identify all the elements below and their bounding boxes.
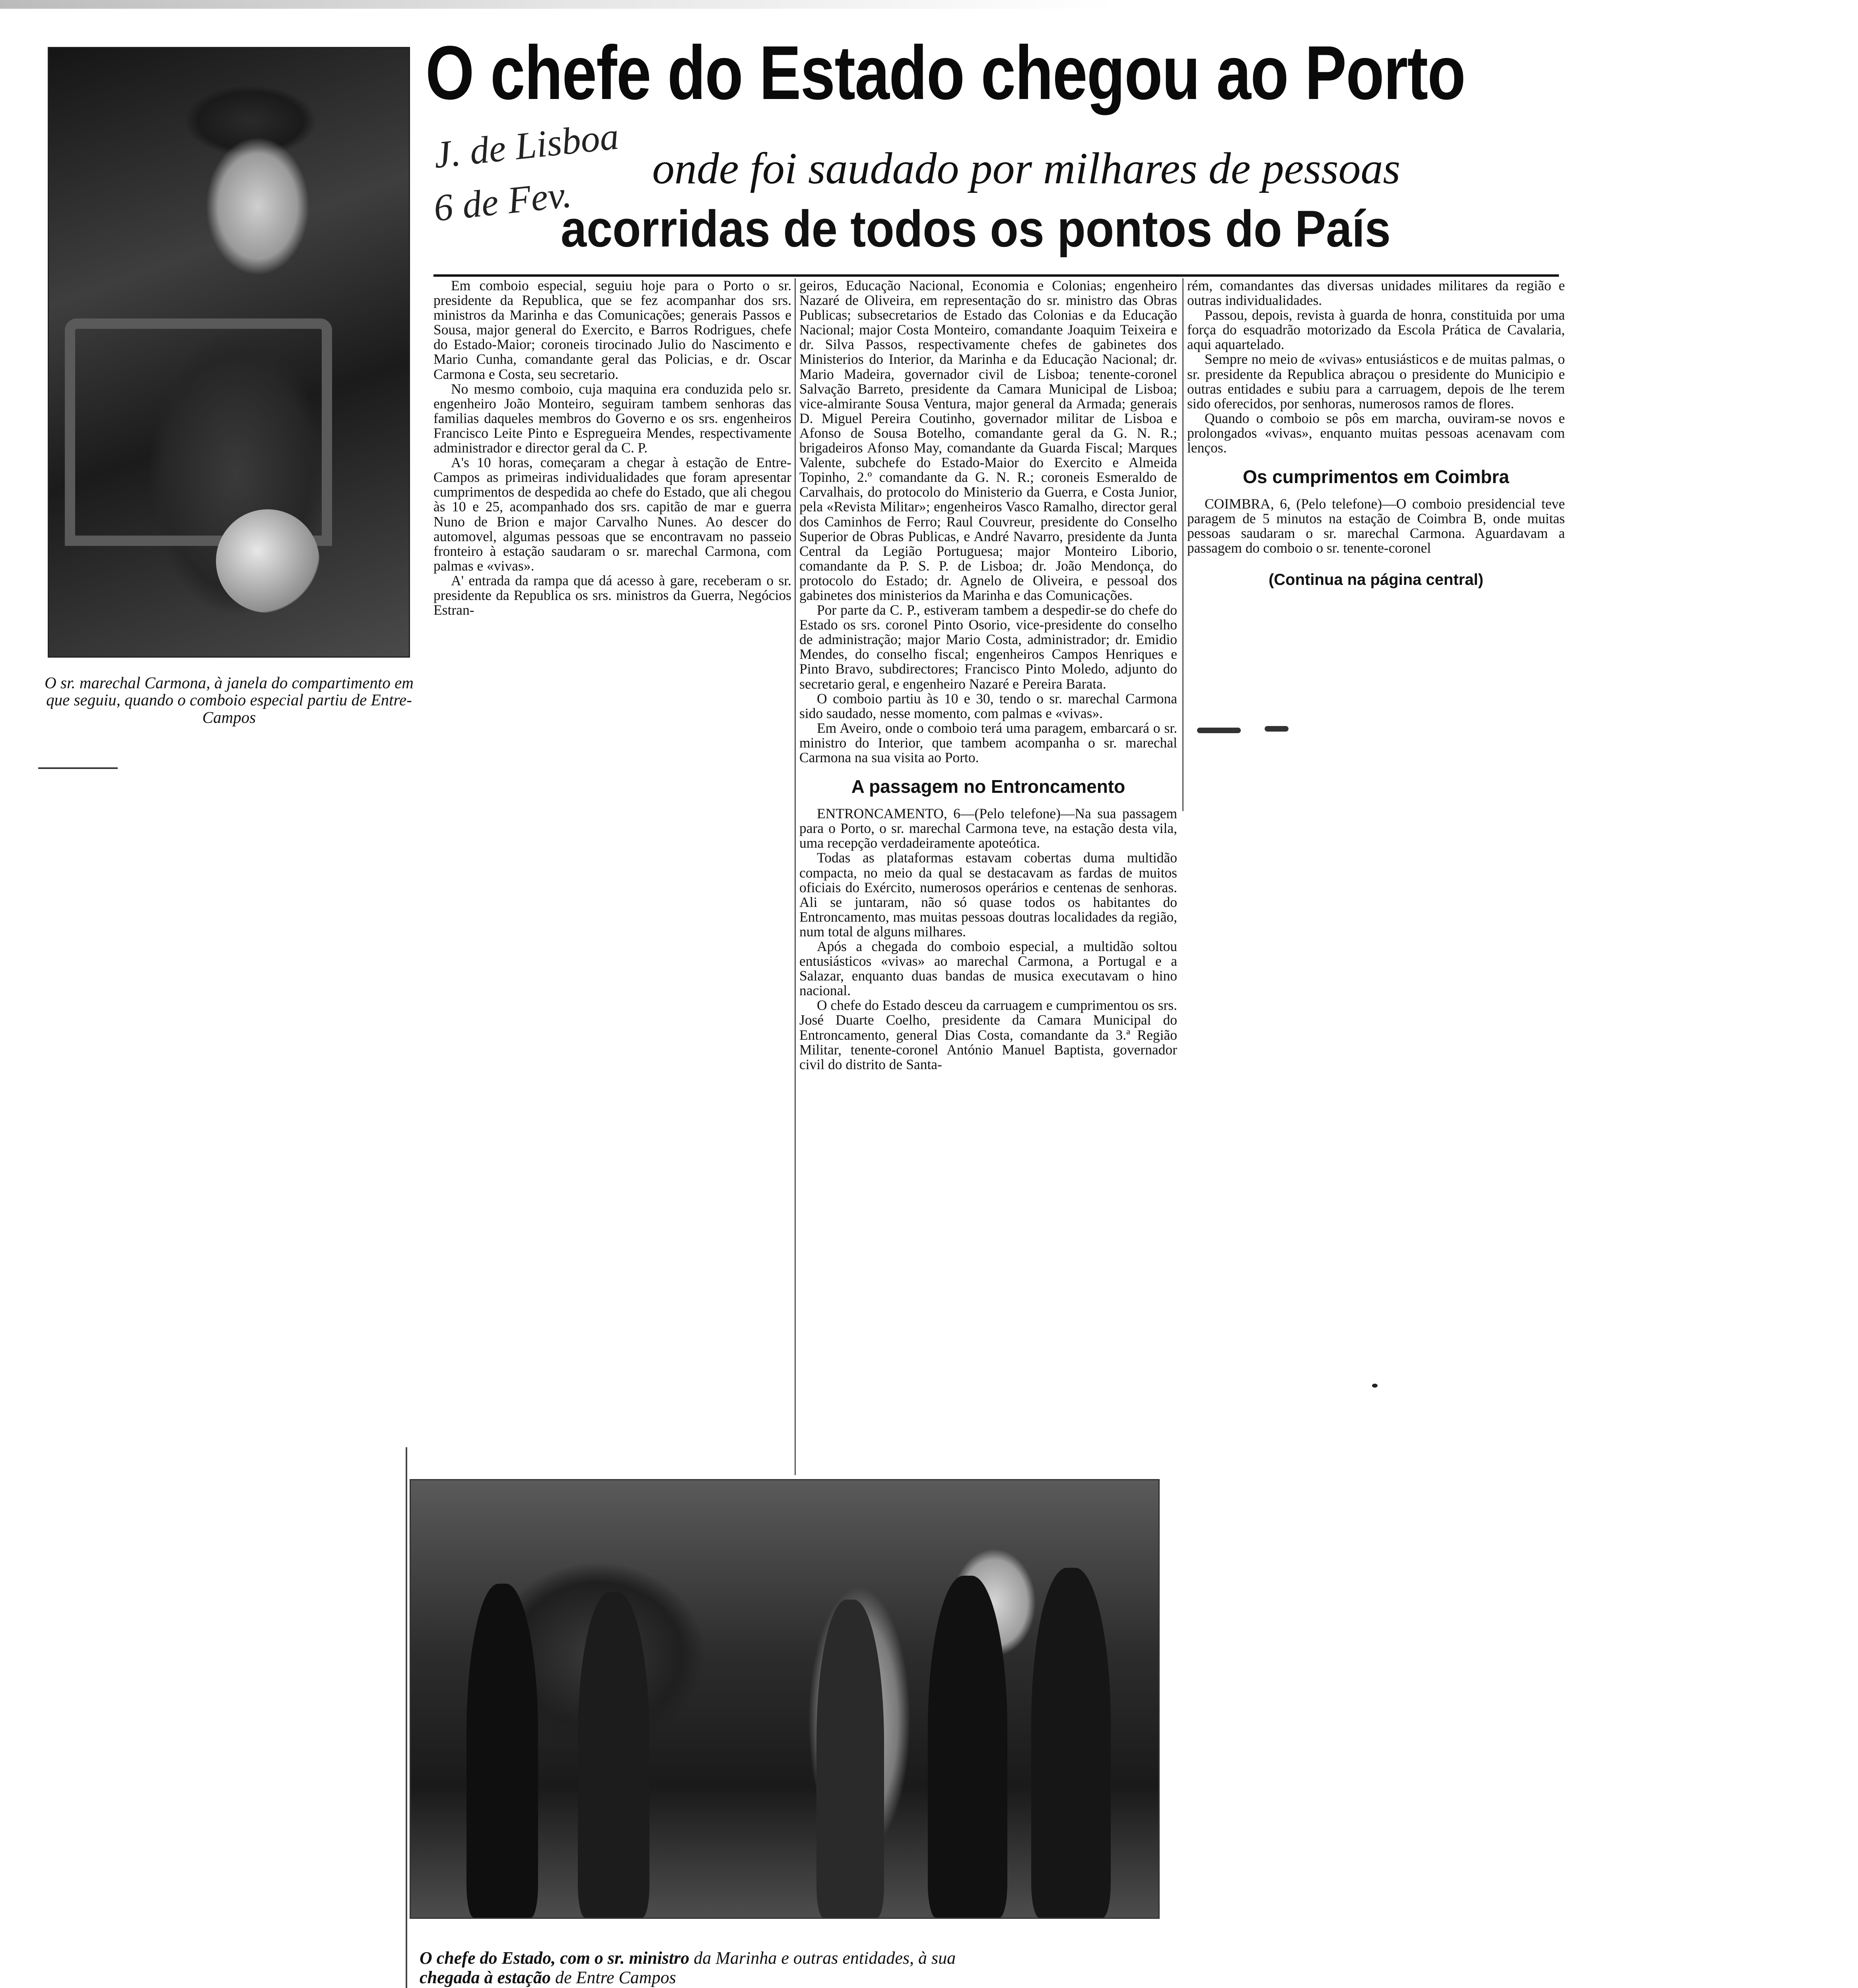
clipping-border — [406, 1447, 407, 1988]
headline-subtitle-2: acorridas de todos os pontos do País — [561, 200, 1391, 258]
column-rule — [795, 278, 796, 1475]
paragraph: Todas as plataformas estavam cobertas duma multidão compacta, no meio da qual se destacavam as fardas de muitos oficiais do Exército, numerosos operários e centenas de senhoras. Ali se juntaram, não só quase todos os habitantes do Entroncamento, mas muitas pessoas doutras localidades da região, num total de alguns milhares. — [799, 850, 1177, 940]
continued-notice: (Continua na página central) — [1268, 571, 1484, 588]
paragraph: Em Aveiro, onde o comboio terá uma paragem, embarcará o sr. ministro do Interior, que tambem acompanha o sr. marechal Carmona na sua visita ao Porto. — [799, 720, 1177, 765]
paragraph: Após a chegada do comboio especial, a multidão soltou entusiásticos «vivas» ao marechal Carmona, a Portugal e a Salazar, enquanto duas bandas de musica executavam o hino nacional. — [799, 938, 1177, 999]
scan-speck — [1372, 1384, 1378, 1388]
paragraph: COIMBRA, 6, (Pelo telefone)—O comboio presidencial teve paragem de 5 minutos na estação de Coimbra B, onde muitas pessoas saudaram o sr. marechal Carmona. Aguardavam a passagem do comboio o sr. tenente-coronel — [1187, 496, 1565, 556]
photo-arrival-entre-campos — [410, 1479, 1160, 1919]
paragraph: ENTRONCAMENTO, 6—(Pelo telefone)—Na sua passagem para o Porto, o sr. marechal Carmona teve, na estação desta vila, uma recepção verdadeiramente apoteótica. — [799, 806, 1177, 851]
waving-hand — [216, 509, 319, 613]
paragraph: Em comboio especial, seguiu hoje para o Porto o sr. presidente da Republica, que se fez acompanhar dos srs. ministros da Marinha e das Comunicações; generais Passos e Sousa, major general do Exercito, e Barros Rodrigues, chefe do Estado-Maior; coroneis tirocinado Julio do Nascimento e Mario Cunha, comandante geral das Policias, e dr. Oscar Carmona e Costa, seu secretario. — [433, 278, 791, 382]
handwritten-note-source: J. de Lisboa — [431, 114, 621, 177]
paragraph: geiros, Educação Nacional, Economia e Colonias; engenheiro Nazaré de Oliveira, em representação do sr. ministro das Obras Publicas; subsecretarios de Estado das Colonias e da Educação Nacional; major Costa Monteiro, comandante Joaquim Teixeira e dr. Silva Passos, respectivamente chefes de gabinetes dos Ministerios do Interior, da Marinha e da Educação Nacional; dr. Mario Madeira, governador civil de Lisboa; tenente-coronel Salvação Barreto, presidente da Camara Municipal de Lisboa; vice-almirante Sousa Ventura, major general da Armada; generais D. Miguel Pereira Coutinho, governador militar de Lisboa e Afonso de Sousa Botelho, comandante geral da G. N. R.; brigadeiros Afonso May, comandante da Guarda Fiscal; Marques Valente, subchefe do Estado-Maior do Exercito e Almeida Topinho, 2.º comandante da G. N. R.; coroneis Esmeraldo de Carvalhais, do protocolo do Ministerio da Guerra, e Costa Junior, pela «Revista Militar»; engenheiros Vasco Ramalho, director geral dos Caminhos de Ferro; Raul Couvreur, presidente do Conselho Superior de Obras Publicas, e André Navarro, presidente da Junta Central da Legião Portuguesa; major Monteiro Liborio, comandante da P. S. P. de Lisboa; dr. João Mendonça, do protocolo do Estado; dr. Agnelo de Oliveira, e pessoal dos gabinetes dos ministerios da Marinha e das Comunicações. — [799, 278, 1177, 603]
article-column-2 — [799, 278, 1177, 1072]
photo-bottom-caption — [420, 1948, 1151, 1988]
figure-civilian — [1031, 1568, 1111, 1918]
ornament-dash — [1265, 726, 1289, 732]
figure-officer — [816, 1600, 884, 1918]
paragraph: No mesmo comboio, cuja maquina era conduzida pelo sr. engenheiro João Monteiro, seguiram tambem senhoras das familias daqueles membros do Governo e os srs. engenheiros Francisco Leite Pinto e Espregueira Mendes, respectivamente administrador e director geral da C. P. — [433, 381, 791, 456]
figure-bystander — [578, 1592, 649, 1918]
paragraph: A' entrada da rampa que dá acesso à gare, receberam o sr. presidente da Republica os srs. ministros da Guerra, Negócios Estran- — [433, 572, 791, 618]
handwritten-note-date: 6 de Fev. — [431, 173, 573, 229]
paragraph: A's 10 horas, começaram a chegar à estação de Entre-Campos as primeiras individualidades que foram apresentar cumprimentos de despedida ao chefe do Estado, que ali chegou às 10 e 25, acompanhado dos srs. capitão de mar e guerra Nuno de Brion e major Carvalho Nunes. Ao descer do automovel, algumas pessoas que se encontravam no passeio fronteiro à estação saudaram o sr. marechal Carmona, com palmas e «vivas». — [433, 454, 791, 574]
photo-top-caption: O sr. marechal Carmona, à janela do compartimento em que seguiu, quando o comboio especial partiu de Entre-Campos — [45, 674, 414, 726]
paragraph: Sempre no meio de «vivas» entusiásticos e de muitas palmas, o sr. presidente da Republica abraçou o presidente do Municipio e outras entidades e subiu para a carruagem, depois de lhe terem sido oferecidos, por senhoras, numerosos ramos de flores. — [1187, 351, 1565, 412]
subhead-entroncamento: A passagem no Entroncamento — [851, 776, 1125, 797]
article-column-1 — [433, 278, 791, 617]
scan-edge-strip — [0, 0, 1858, 9]
paragraph: Quando o comboio se pôs em marcha, ouviram-se novos e prolongados «vivas», enquanto muitas pessoas acenavam com lenços. — [1187, 410, 1565, 456]
figure-bystander — [466, 1584, 538, 1918]
caption-bold: chegada à estação — [420, 1968, 551, 1988]
headline-subtitle-1: onde foi saudado por milhares de pessoas — [652, 144, 1401, 193]
paragraph: Passou, depois, revista à guarda de honra, constituida por uma força do esquadrão motorizado da Escola Prática de Cavalaria, aqui aquartelado. — [1187, 307, 1565, 353]
paragraph: O comboio partiu às 10 e 30, tendo o sr. marechal Carmona sido saudado, nesse momento, com palmas e «vivas». — [799, 690, 1177, 721]
photo-marechal-carmona-window — [48, 47, 410, 658]
article-column-3 — [1187, 278, 1565, 588]
subhead-coimbra: Os cumprimentos em Coimbra — [1243, 466, 1509, 487]
caption-bold: O chefe do Estado, com o sr. ministro — [420, 1948, 690, 1968]
figure-civilian — [928, 1576, 1007, 1918]
caption-text: da Marinha e outras entidades, à sua — [689, 1948, 956, 1968]
paragraph: rém, comandantes das diversas unidades militares da região e outras individualidades. — [1187, 278, 1565, 309]
paragraph: O chefe do Estado desceu da carruagem e cumprimentou os srs. José Duarte Coelho, presidente da Camara Municipal do Entroncamento, general Dias Costa, comandante da 3.ª Região Militar, tenente-coronel António Manuel Baptista, governador civil do distrito de Santa- — [799, 997, 1177, 1072]
paragraph: Por parte da C. P., estiveram tambem a despedir-se do chefe do Estado os srs. coronel Pinto Osorio, vice-presidente do conselho de administração; major Mario Costa, administrador; dr. Emidio Mendes, do conselho fiscal; engenheiros Campos Henriques e Pinto Bravo, subdirectores; Francisco Pinto Moledo, adjunto do secretario geral, e engenheiro Nazaré e Pereira Barata. — [799, 602, 1177, 692]
caption-text: de Entre Campos — [550, 1968, 676, 1988]
headline-title: O chefe do Estado chegou ao Porto — [426, 30, 1465, 115]
caption-rule — [38, 767, 118, 769]
headline-rule — [433, 274, 1559, 277]
column-rule — [1182, 278, 1184, 811]
ornament-dash — [1197, 728, 1241, 733]
train-window-frame — [65, 318, 332, 546]
